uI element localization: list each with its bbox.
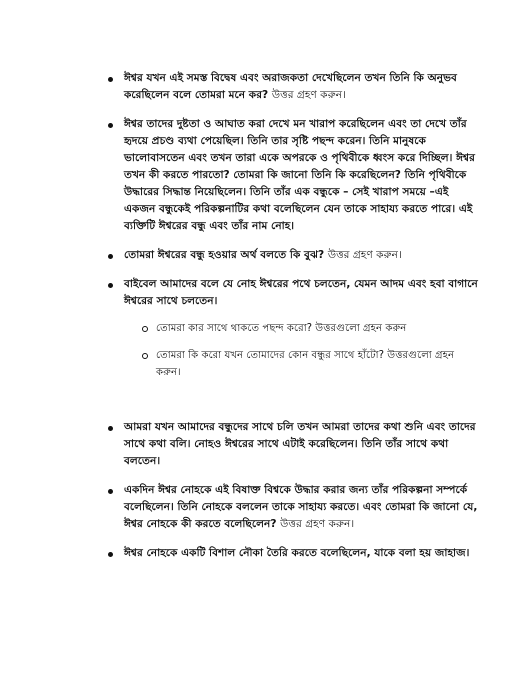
list-item: [108, 116, 478, 235]
list-item: [108, 545, 478, 562]
list-item: [108, 276, 478, 310]
item-note: উত্তর গ্রহণ করুন।: [327, 249, 402, 261]
bullet-dot: [108, 77, 113, 82]
item-text: বাইবেল আমাদের বলে যে নোহ ঈশ্বরের পথে চলতেন, যেমন আদম এবং হবা বাগানে ঈশ্বরের সাথে চলতেন।: [124, 278, 478, 307]
bullet-dot: [108, 283, 113, 288]
sub-list-item: [142, 347, 478, 381]
sub-list: [108, 320, 478, 381]
list-item: [108, 419, 478, 470]
hollow-bullet: [142, 353, 148, 359]
sub-item-text: তোমরা কি করো যখন তোমাদের কোন বন্ধুর সাথে হাঁটো? উত্তরগুলো গ্রহন করুন।: [156, 350, 455, 378]
list-item: [108, 70, 478, 104]
list-item: [108, 247, 478, 264]
item-text: ঈশ্বর নোহকে একটি বিশাল নৌকা তৈরি করতে বলেছিলেন, যাকে বলা হয় জাহাজ।: [124, 547, 470, 559]
item-note: উত্তর গ্রহণ করুন।: [271, 89, 346, 101]
item-text: আমরা যখন আমাদের বন্ধুদের সাথে চলি তখন আমরা তাদের কথা শুনি এবং তাদের সাথে কথা বলি। নোহও ঈশ্বরের সাথে এটাই করেছিলেন। তিনি তাঁর সাথে কথা বলতেন।: [124, 421, 476, 467]
list-item: [108, 482, 478, 533]
bullet-dot: [108, 254, 113, 259]
item-text: ঈশ্বর যখন এই সমস্ত বিদ্বেষ এবং অরাজকতা দেখেছিলেন তখন তিনি কি অনুভব করেছিলেন বলে তোমরা মনে কর?: [124, 72, 457, 101]
item-note: উত্তর গ্রহণ করুন।: [280, 518, 355, 530]
sub-item-text: তোমরা কার সাথে থাকতে পছন্দ করো? উত্তরগুলো গ্রহন করুন: [156, 323, 407, 334]
bullet-dot: [108, 489, 113, 494]
spacer: [108, 399, 478, 419]
item-text: তোমরা ঈশ্বরের বন্ধু হওয়ার অর্থ বলতে কি বুঝ?: [124, 249, 328, 261]
sub-list-item: [142, 320, 478, 337]
item-text: একদিন ঈশ্বর নোহকে এই বিষাক্ত বিশ্বকে উদ্ধার করার জন্য তাঁর পরিকল্পনা সম্পর্কে বলেছিলেন। তিনি নোহকে বললেন তাকে সাহায্য করতে। এবং তোমরা কি জানো যে, ঈশ্বর নোহকে কী করতে বলেছিলেন?: [124, 484, 478, 530]
document-body: [108, 70, 478, 574]
bullet-dot: [108, 552, 113, 557]
bullet-dot: [108, 123, 113, 128]
item-text: ঈশ্বর তাদের দুষ্টতা ও আঘাত করা দেখে মন খারাপ করেছিলেন এবং তা দেখে তাঁর হৃদয়ে প্রচণ্ড ব্যথা পেয়েছিল। তিনি তার সৃষ্টি পছন্দ করেন। তিনি মানুষকে ভালোবাসতেন এবং তখন তারা একে অপরকে ও পৃথিবীকে ধ্বংস করে দিচ্ছিল। ঈশ্বর তখন কী করতে পারতো? তোমরা কি জানো তিনি কি করেছিলেন? তিনি পৃথিবীকে উদ্ধারের সিদ্ধান্ত নিয়েছিলেন। তিনি তাঁর এক বন্ধুকে – সেই খারাপ সময়ে –এই একজন বন্ধুকেই পরিকল্পনাটির কথা বলেছিলেন যেন তাকে সাহায্য করতে পারে। এই ব্যক্তিটি ঈশ্বরের বন্ধু এবং তাঁর নাম নোহ।: [124, 118, 475, 232]
bullet-dot: [108, 426, 113, 431]
hollow-bullet: [142, 326, 148, 332]
